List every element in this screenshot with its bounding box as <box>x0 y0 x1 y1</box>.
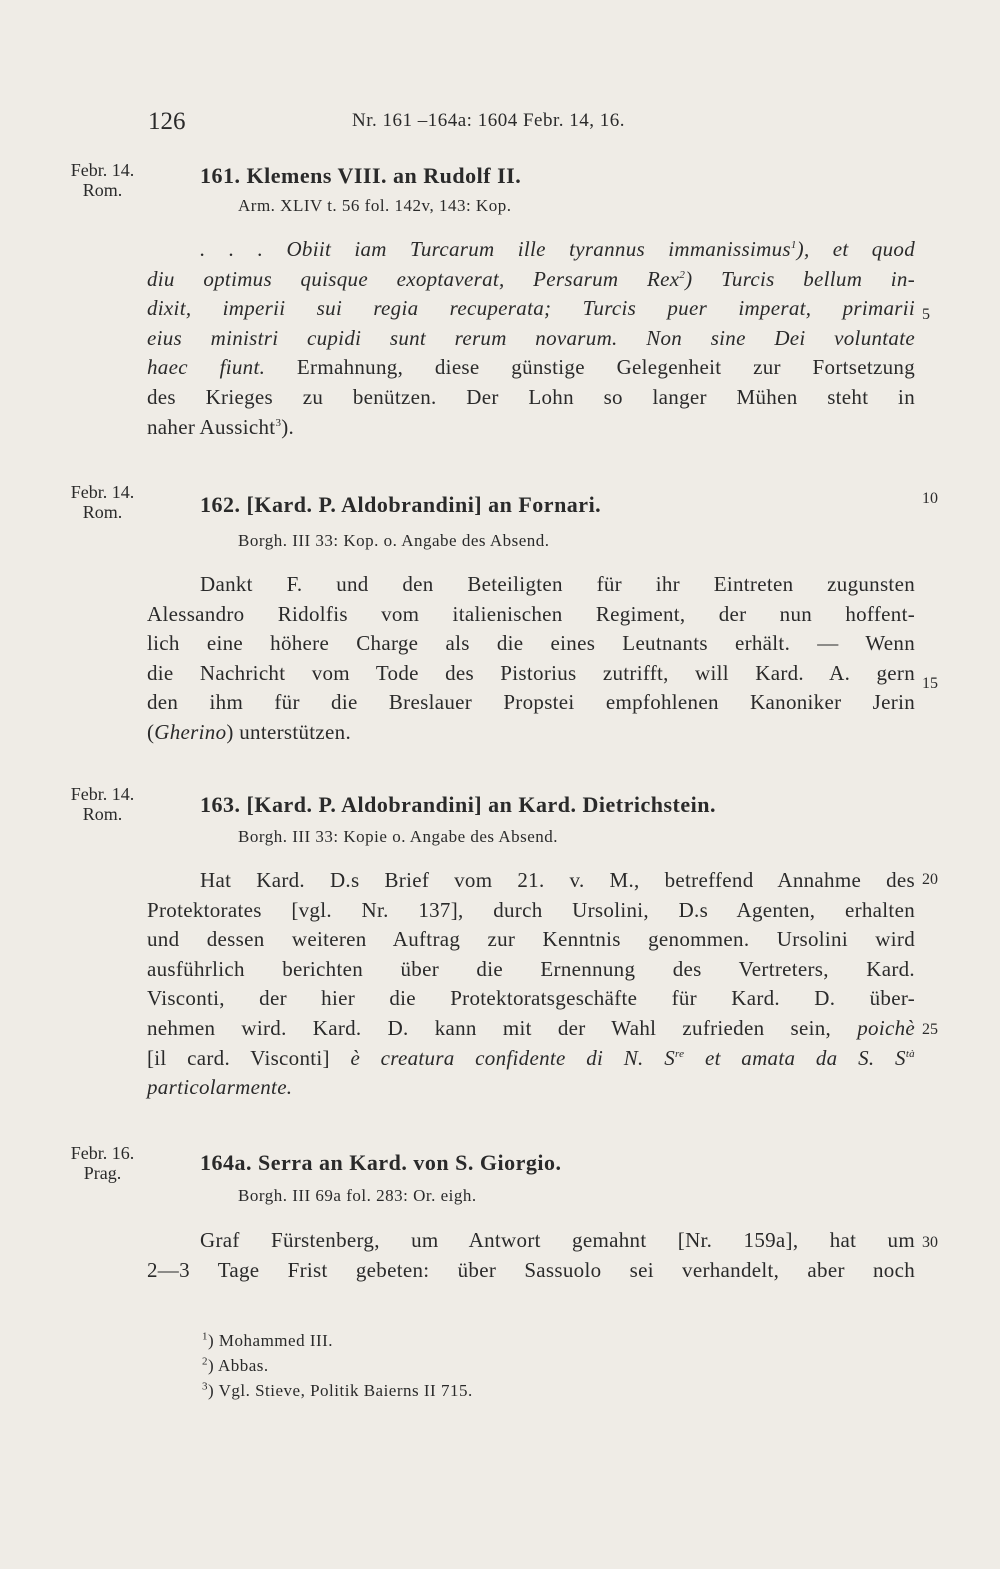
entry-number: 164a. <box>200 1150 252 1175</box>
page-number: 126 <box>148 108 186 135</box>
margin-date <box>55 160 150 200</box>
margin-date-text: Febr. 16. <box>70 1143 135 1163</box>
text-line: ausführlich berichten über die Ernennung des Vertreters, Kard. <box>147 956 915 981</box>
text-line: . . . Obiit iam Turcarum ille tyrannus immanissimus$^1$), et quod <box>200 237 915 261</box>
footnote: $^1$) Mohammed III. <box>202 1330 334 1350</box>
text-line: particolarmente. <box>147 1075 293 1100</box>
entry-title: [Kard. P. Aldobrandini] an Kard. Dietrichstein. <box>246 792 716 817</box>
text-line: und dessen weiteren Auftrag zur Kenntnis genommen. Ursolini wird <box>147 927 915 952</box>
entry-heading <box>200 1150 561 1176</box>
margin-place-text: Prag. <box>83 1163 122 1183</box>
text-line: dixit, imperii sui regia recuperata; Turcis puer imperat, primarii <box>147 296 915 321</box>
entry-title: Serra an Kard. von S. Giorgio. <box>258 1150 562 1175</box>
entry-number: 162. <box>200 492 241 517</box>
text-line: Graf Fürstenberg, um Antwort gemahnt [Nr. 159a], hat um <box>200 1228 915 1252</box>
entry-source: Borgh. III 69a fol. 283: Or. eigh. <box>238 1186 477 1205</box>
text-line: diu optimus quisque exoptaverat, Persarum Rex$^2$) Turcis bellum in- <box>147 266 915 291</box>
entry-heading <box>200 163 521 189</box>
text-line: Dankt F. und den Beteiligten für ihr Eintreten zugunsten <box>200 572 915 596</box>
entry-body <box>147 866 915 1103</box>
margin-date-text: Febr. 14. <box>70 160 135 180</box>
entry-number: 161. <box>200 163 241 188</box>
margin-place-text: Rom. <box>82 502 123 522</box>
entry-title: [Kard. P. Aldobrandini] an Fornari. <box>246 492 602 517</box>
entry-heading <box>200 792 716 818</box>
entry-source: Borgh. III 33: Kop. o. Angabe des Absend. <box>238 531 550 550</box>
text-line: [il card. Visconti] è creatura confidente di N. $S^{re}$ et amata da S. $S^{tà}$ <box>147 1045 915 1070</box>
text-line: die Nachricht vom Tode des Pistorius zutrifft, will Kard. A. gern <box>147 660 915 685</box>
entry-body <box>147 1226 915 1285</box>
line-number: 30 <box>922 1234 938 1251</box>
text-line: eius ministri cupidi sunt rerum novarum. Non sine Dei voluntate <box>147 325 915 350</box>
entry-body <box>147 570 915 748</box>
line-number: 20 <box>922 871 938 888</box>
line-number: 10 <box>922 490 938 507</box>
margin-place-text: Rom. <box>82 180 123 200</box>
text-line: haec fiunt. Ermahnung, diese günstige Gelegenheit zur Fortsetzung <box>147 355 915 380</box>
text-line: Visconti, der hier die Protektoratsgeschäfte für Kard. D. über- <box>147 986 915 1011</box>
margin-date <box>55 784 150 824</box>
entry-source: Borgh. III 33: Kopie o. Angabe des Absend. <box>238 827 559 846</box>
text-line: des Krieges zu benützen. Der Lohn so langer Mühen steht in <box>147 384 915 409</box>
text-line: Protektorates [vgl. Nr. 137], durch Ursolini, D.s Agenten, erhalten <box>147 897 915 922</box>
margin-date <box>55 1143 150 1183</box>
text-line: nehmen wird. Kard. D. kann mit der Wahl zufrieden sein, poichè <box>147 1015 915 1040</box>
margin-date-text: Febr. 14. <box>70 482 135 502</box>
entry-source: Arm. XLIV t. 56 fol. 142v, 143: Kop. <box>238 196 512 215</box>
text-line: naher Aussicht$^3$). <box>147 414 295 439</box>
text-line: lich eine höhere Charge als die eines Leutnants erhält. — Wenn <box>147 631 915 656</box>
entry-title: Klemens VIII. an Rudolf II. <box>246 163 522 188</box>
line-number: 5 <box>922 306 930 323</box>
margin-date-text: Febr. 14. <box>70 784 135 804</box>
text-line: (Gherino) unterstützen. <box>147 719 352 744</box>
footnotes <box>202 1328 473 1403</box>
footnote: $^3$) Vgl. Stieve, Politik Baierns II 715. <box>202 1380 473 1400</box>
entry-body <box>147 235 915 442</box>
entry-number: 163. <box>200 792 241 817</box>
line-number: 25 <box>922 1021 938 1038</box>
entry-heading <box>200 492 601 518</box>
text-line: Alessandro Ridolfis vom italienischen Regiment, der nun hoffent- <box>147 601 915 626</box>
text-line: den ihm für die Breslauer Propstei empfohlenen Kanoniker Jerin <box>147 690 915 715</box>
text-line: 2—3 Tage Frist gebeten: über Sassuolo sei verhandelt, aber noch <box>147 1257 915 1282</box>
line-number: 15 <box>922 675 938 692</box>
margin-place-text: Rom. <box>82 804 123 824</box>
text-line: Hat Kard. D.s Brief vom 21. v. M., betreffend Annahme des <box>200 868 915 892</box>
running-title: Nr. 161 –164a: 1604 Febr. 14, 16. <box>352 110 625 131</box>
footnote: $^2$) Abbas. <box>202 1355 269 1375</box>
margin-date <box>55 482 150 522</box>
